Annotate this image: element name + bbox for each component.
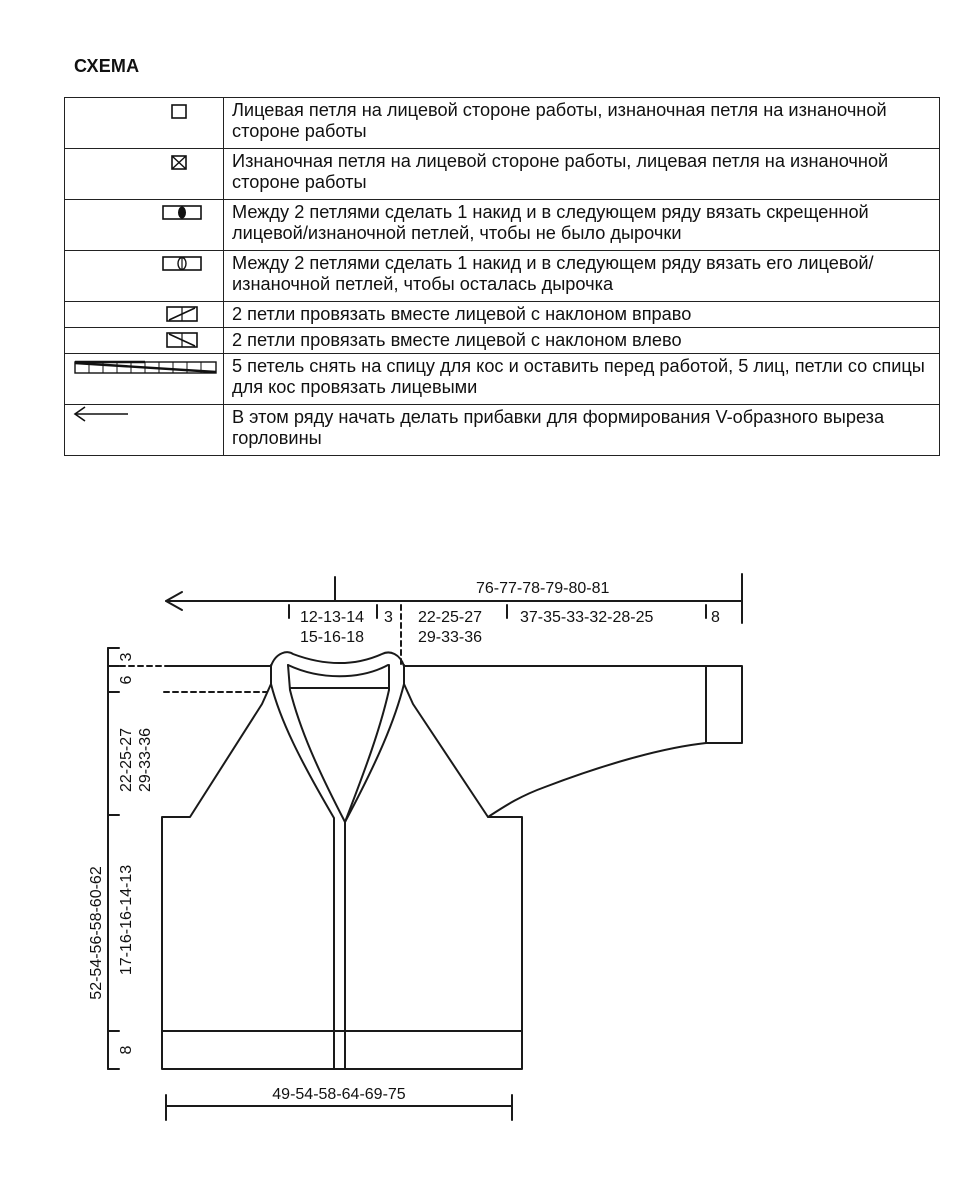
legend-text: 2 петли провязать вместе лицевой с наклоном влево	[224, 328, 940, 354]
label-body-length: 52-54-56-58-60-62	[88, 866, 105, 1000]
legend-text: Изнаночная петля на лицевой стороне работы, лицевая петля на изнаночной стороне работы	[224, 149, 940, 200]
label-sleeve: 37-35-33-32-28-25	[520, 609, 654, 626]
legend-text: Между 2 петлями сделать 1 накид и в следующем ряду вязать его лицевой/изнаночной петлей, чтобы осталась дырочка	[224, 251, 940, 302]
label-shoulder-1: 22-25-27	[418, 609, 483, 626]
legend-text: 2 петли провязать вместе лицевой с наклоном вправо	[224, 302, 940, 328]
garment-outline	[162, 665, 522, 1069]
label-shoulder-2: 29-33-36	[418, 629, 483, 646]
legend-text: Между 2 петлями сделать 1 накид и в следующем ряду вязать скрещенной лицевой/изнаночной петлей, чтобы не было дырочки	[224, 200, 940, 251]
label-yoke-1: 22-25-27	[118, 727, 135, 793]
legend-text: 5 петель снять на спицу для кос и оставить перед работой, 5 лиц, петли со спицы для кос провязать лицевыми	[224, 354, 940, 405]
label-neck-half-1: 12-13-14	[300, 609, 365, 626]
label-cuff: 8	[711, 609, 720, 626]
neck-band-inner	[288, 665, 388, 676]
label-neck-depth: 6	[118, 675, 135, 685]
label-yoke-2: 29-33-36	[137, 727, 154, 793]
label-neck-half-2: 15-16-18	[300, 629, 365, 646]
back-neck	[271, 652, 404, 666]
sleeve-outline	[166, 666, 742, 817]
legend-text: Лицевая петля на лицевой стороне работы, изнаночная петля на изнаночной стороне работы	[224, 98, 940, 149]
legend-text: В этом ряду начать делать прибавки для формирования V-образного выреза горловины	[224, 405, 940, 456]
label-body-side: 17-16-16-14-13	[118, 864, 135, 976]
label-width: 49-54-58-64-69-75	[272, 1086, 406, 1103]
label-neck-top: 3	[118, 652, 135, 662]
page-title: СХЕМА	[74, 56, 140, 76]
label-sleeve-total: 76-77-78-79-80-81	[476, 580, 610, 597]
front-band-left	[271, 684, 334, 1069]
label-hem: 8	[118, 1045, 135, 1055]
label-band: 3	[384, 609, 393, 626]
